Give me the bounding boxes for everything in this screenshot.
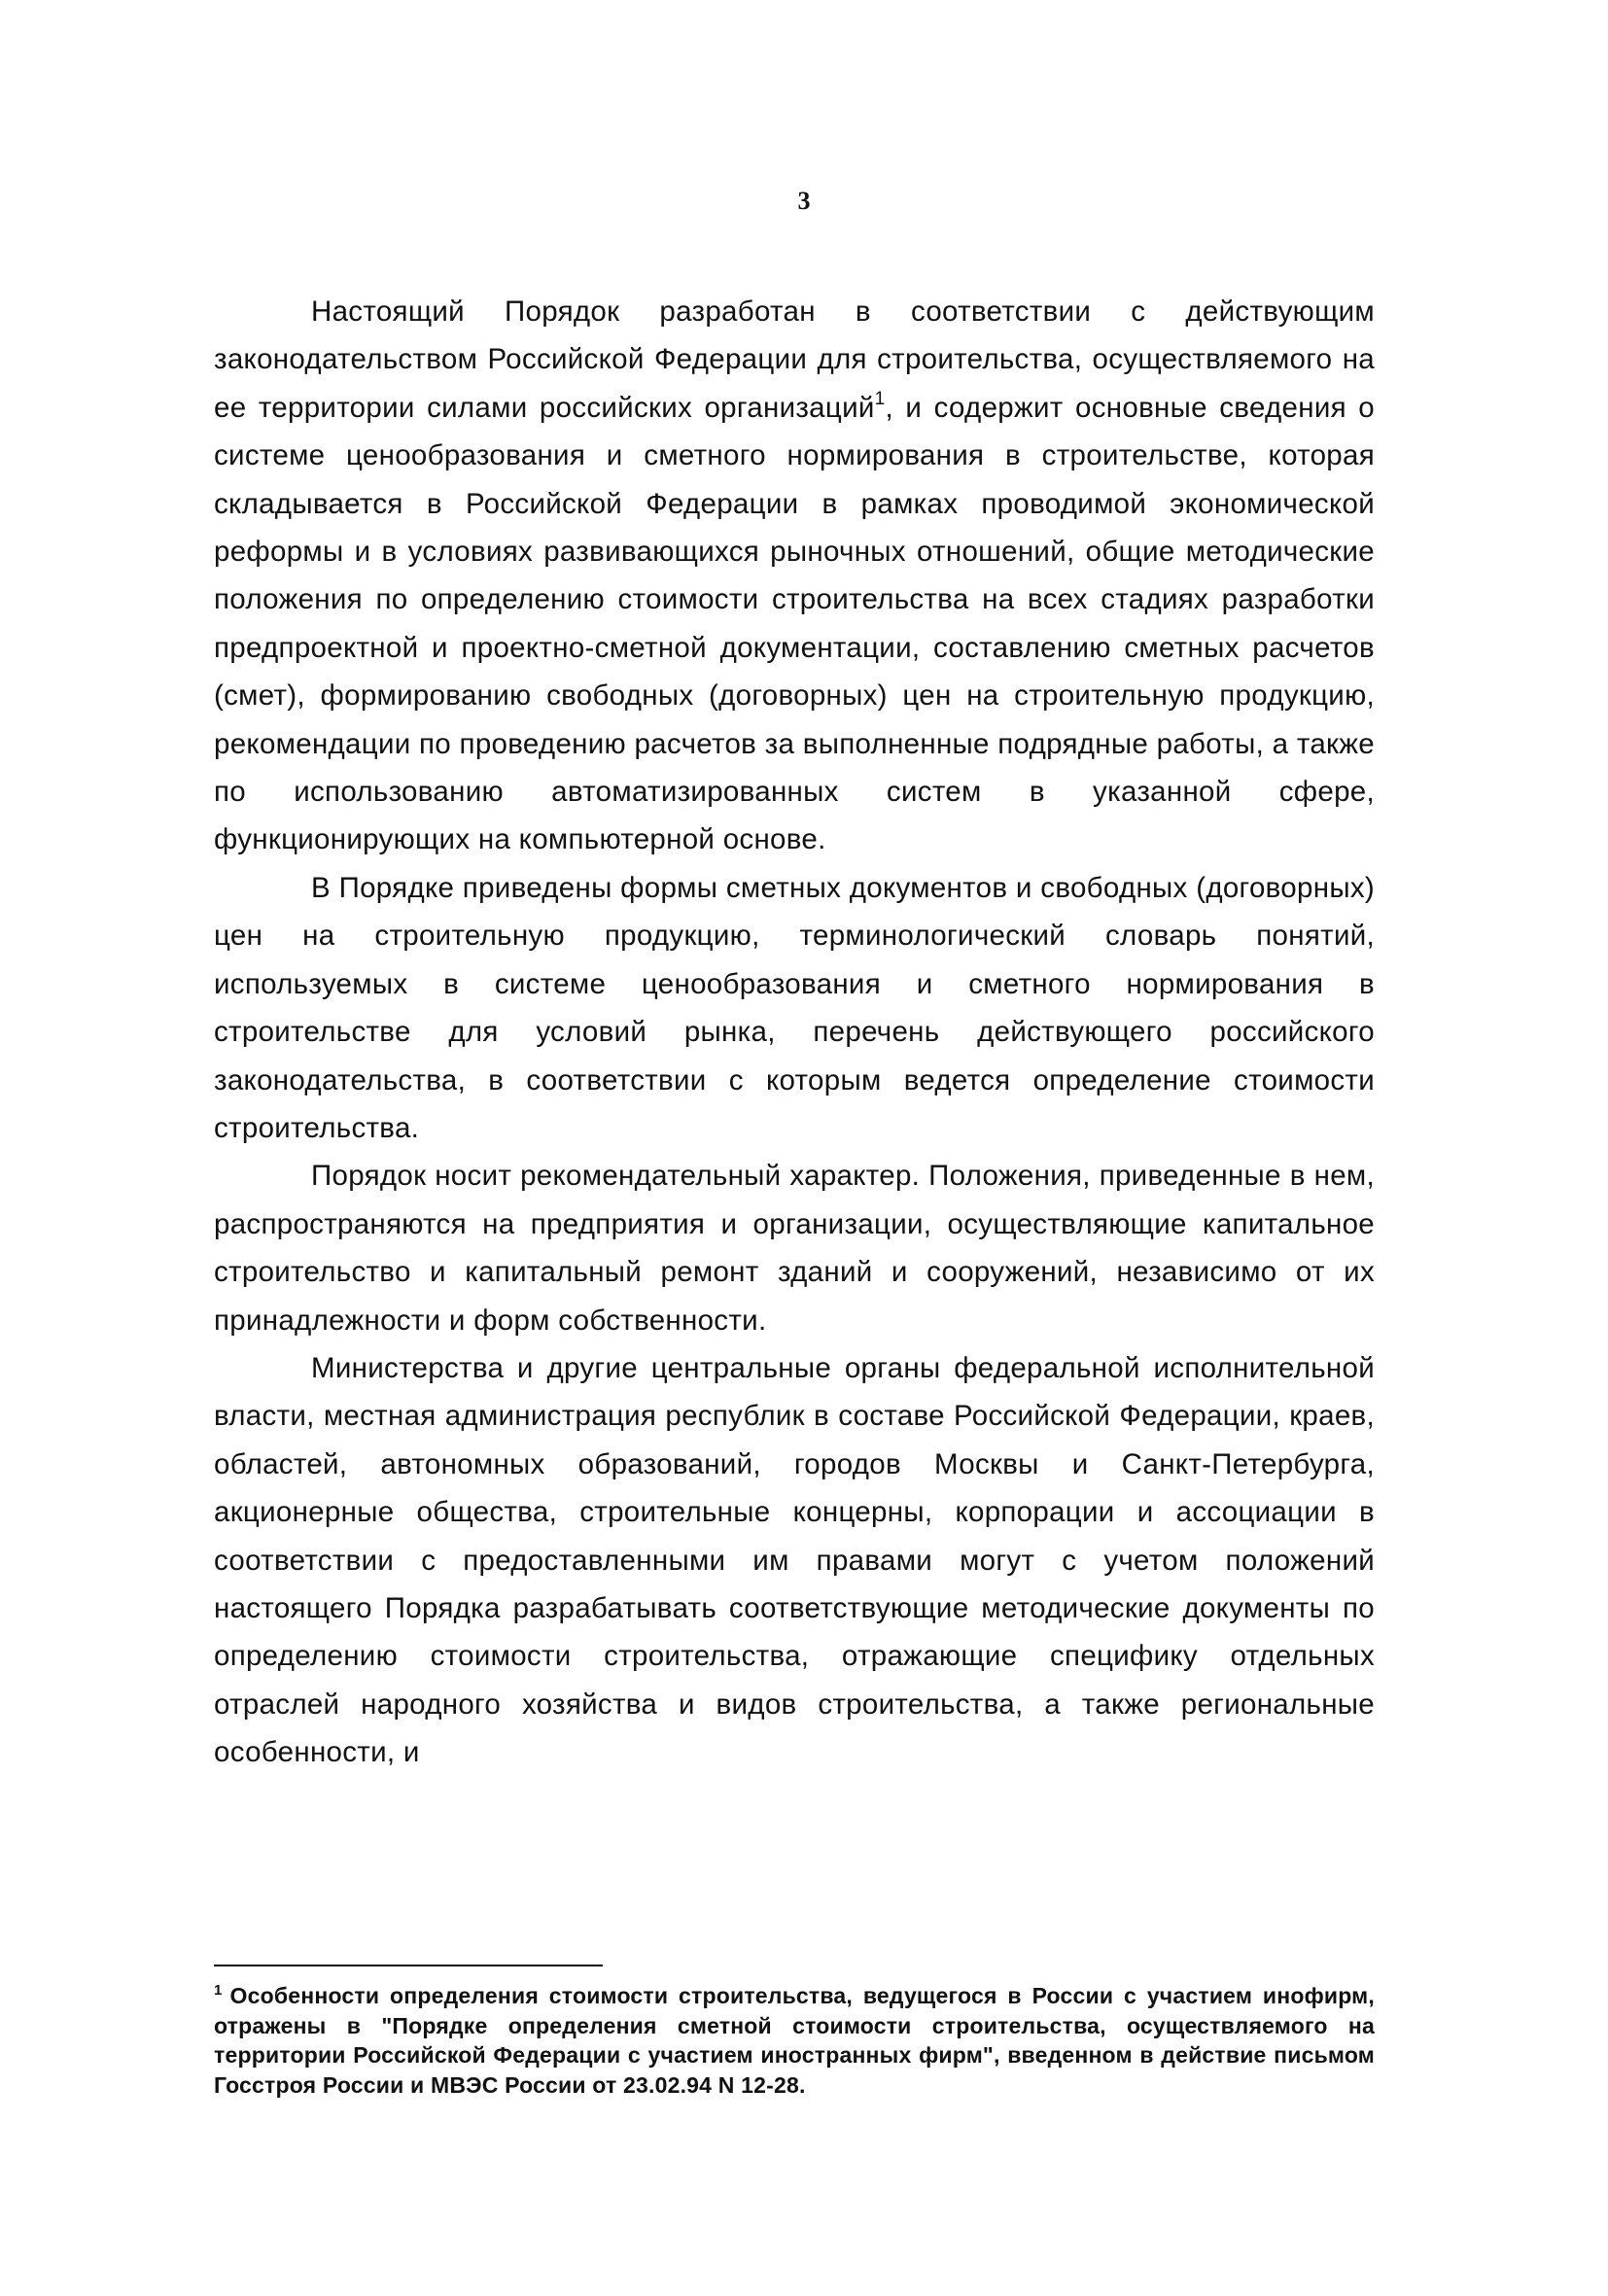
footnote-reference[interactable]: 1 xyxy=(874,388,886,409)
footnote-mark: 1 xyxy=(214,1982,223,1999)
paragraph-3: Порядок носит рекомендательный характер. Положения, приведенные в нем, распространяются на предприятия и организации, осуществляющие капитальное строительство и капитальный ремонт зданий и сооружений, независимо от их принадлежности и форм собственности. xyxy=(214,1160,1375,1337)
footnote-divider xyxy=(214,1965,603,1966)
paragraph-4: Министерства и другие центральные органы федеральной исполнительной власти, местная администрация республик в составе Российской Федерации, краев, областей, автономных образований, городов Москвы и Санкт-Петербурга, акционерные общества, строительные концерны, корпорации и ассоциации в соответствии с предоставленными им правами могут с учетом положений настоящего Порядка разрабатывать соответствующие методические документы по определению стоимости строительства, отражающие специфику отдельных отраслей народного хозяйства и видов строительства, а также региональные особенности, и xyxy=(214,1351,1375,1769)
footnote xyxy=(214,1981,1375,2100)
document-body xyxy=(214,288,1375,1777)
paragraph-1 xyxy=(214,288,1375,864)
paragraph-1-tail: , и содержит основные сведения о системе ценообразования и сметного нормирования в строительстве, которая складывается в Российской Федерации в рамках проводимой экономической реформы и в условиях развивающихся рыночных отношений, общие методические положения по определению стоимости строительства на всех стадиях разработки предпроектной и проектно-сметной документации, составлению сметных расчетов (смет), формированию свободных (договорных) цен на строительную продукцию, рекомендации по проведению расчетов за выполненные подрядные работы, а также по использованию автоматизированных систем в указанной сфере, функционирующих на компьютерной основе. xyxy=(214,391,1375,856)
footnote-text: Особенности определения стоимости строительства, ведущегося в России с участием инофирм, отражены в "Порядке определения сметной стоимости строительства, осуществляемого на территории Российской Федерации с участием иностранных фирм", введенном в действие письмом Госстроя России и МВЭС России от 23.02.94 N 12-28. xyxy=(214,1983,1375,2098)
paragraph-1-text: Настоящий Порядок разработан в соответствии с действующим законодательством Российской Федерации для строительства, осуществляемого на ее территории силами российских организаций xyxy=(214,296,1375,424)
paragraph-2: В Порядке приведены формы сметных документов и свободных (договорных) цен на строительную продукцию, терминологический словарь понятий, используемых в системе ценообразования и сметного нормирования в строительстве для условий рынка, перечень действующего российского законодательства, в соответствии с которым ведется определение стоимости строительства. xyxy=(214,871,1375,1144)
page-number: 3 xyxy=(797,187,811,215)
